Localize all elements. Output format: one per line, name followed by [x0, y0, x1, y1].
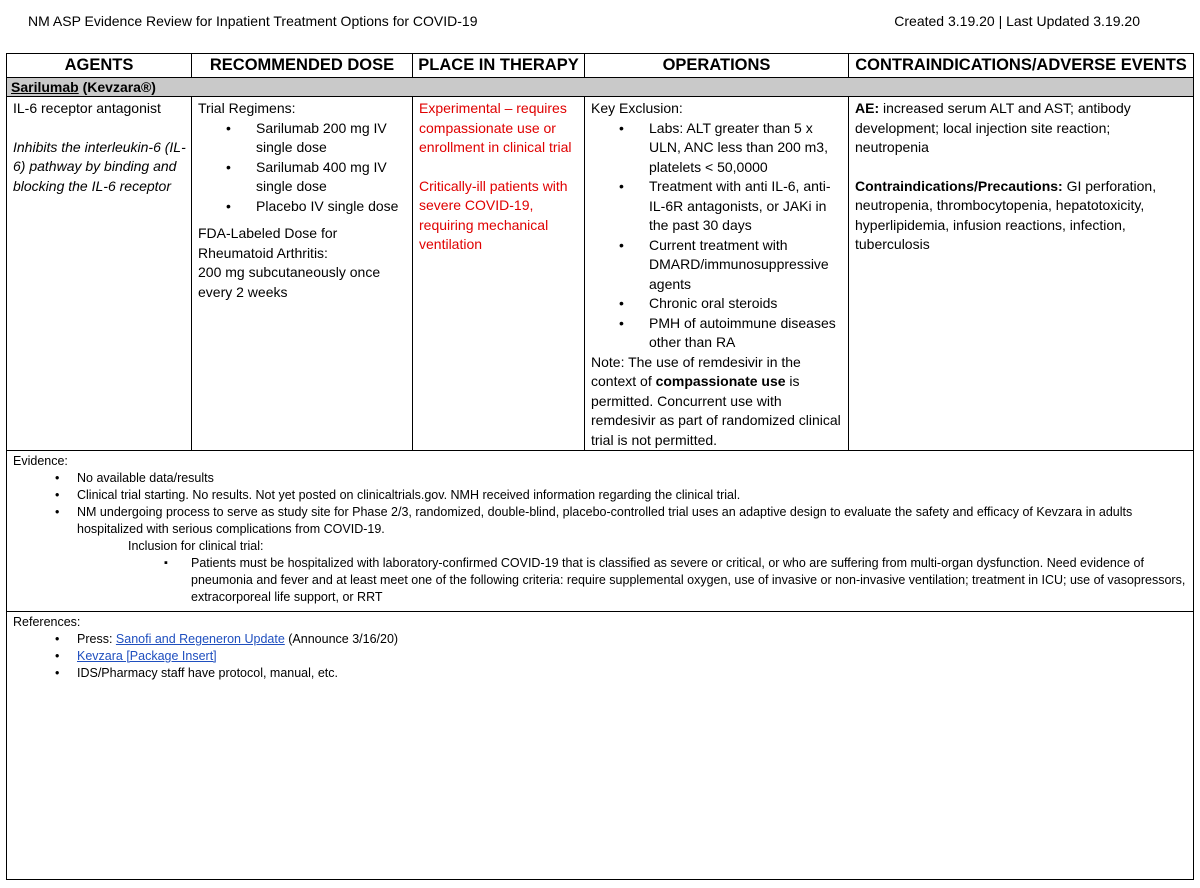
references-row: [7, 612, 1194, 880]
ci-text: GI perforation, neutropenia, thrombocytopenia, hepatotoxicity, hyperlipidemia, infusion reactions, infection, tuberculosis: [855, 177, 1157, 252]
note-emphasis: compassionate use: [655, 373, 786, 389]
inclusion-list: [13, 555, 1188, 606]
document-title: NM ASP Evidence Review for Inpatient Treatment Options for COVID-19: [28, 13, 478, 29]
agents-cell: [7, 97, 192, 451]
drug-brand: (Kevzara®): [78, 79, 156, 95]
list-item: • Chronic oral steroids: [649, 294, 843, 314]
list-item: • IDS/Pharmacy staff have protocol, manual, etc.: [77, 665, 1188, 682]
place-line-1: Experimental – requires compassionate use or enrollment in clinical trial: [419, 100, 572, 155]
evidence-cell: [7, 451, 1194, 612]
column-header-row: [7, 54, 1194, 78]
operations-cell: [585, 97, 849, 451]
press-prefix: Press:: [77, 632, 116, 646]
list-item: • Sarilumab 200 mg IV single dose: [256, 119, 407, 158]
ae-label: AE:: [855, 100, 880, 116]
col-header-agents: AGENTS: [7, 54, 192, 78]
list-item: ▪ Patients must be hospitalized with laboratory-confirmed COVID-19 that is classified as severe or critical, or who are suffering from multi-organ dysfunction. Need evidence of pneumonia and fever and at least meet one of the following criteria: require supplemental oxygen, use of invasive or non-invasive ventilation; treatment in ICU; use of vasopressors, extracorporeal life support, or RRT: [191, 555, 1188, 606]
references-heading: References:: [13, 615, 81, 629]
press-suffix: (Announce 3/16/20): [284, 632, 399, 646]
fda-dose-heading: FDA-Labeled Dose for Rheumatoid Arthritis:: [198, 225, 338, 261]
inclusion-heading: Inclusion for clinical trial:: [128, 539, 264, 553]
list-item: [77, 631, 1188, 648]
list-item: • Placebo IV single dose: [256, 197, 407, 217]
trial-regimens-heading: Trial Regimens:: [198, 100, 296, 116]
place-line-2: Critically-ill patients with severe COVID-19, requiring mechanical ventilation: [419, 177, 568, 252]
exclusion-list: [591, 119, 843, 353]
adverse-events: [855, 99, 1188, 158]
list-item: • NM undergoing process to serve as study site for Phase 2/3, randomized, double-blind, placebo-controlled trial uses an adaptive design to evaluate the safety and efficacy of Kevzara in adults hospitalized with serious complications from COVID-19.: [77, 504, 1188, 538]
evidence-row: [7, 451, 1194, 612]
package-insert-link[interactable]: Kevzara [Package Insert]: [77, 649, 217, 663]
evidence-heading: Evidence:: [13, 454, 68, 468]
note-text-end: is permitted. Concurrent use with remdesivir as part of randomized clinical trial is not permitted.: [591, 373, 841, 448]
place-in-therapy-cell: [413, 97, 585, 451]
contraindications-cell: [849, 97, 1194, 451]
fda-dose: 200 mg subcutaneously once every 2 weeks: [198, 264, 381, 300]
list-item: • PMH of autoimmune diseases other than RA: [649, 314, 843, 353]
agent-mechanism: Inhibits the interleukin-6 (IL-6) pathway by binding and blocking the IL-6 receptor: [13, 138, 186, 194]
remdesivir-note: [591, 353, 843, 451]
evidence-table: [6, 53, 1194, 880]
drug-title: [7, 78, 1194, 97]
list-item: • No available data/results: [77, 470, 1188, 487]
drug-row: [7, 78, 1194, 97]
ae-text: increased serum ALT and AST; antibody development; local injection site reaction; neutropenia: [855, 100, 1131, 155]
col-header-contraindications: CONTRAINDICATIONS/ADVERSE EVENTS: [849, 54, 1194, 78]
list-item: • Current treatment with DMARD/immunosuppressive agents: [649, 236, 843, 295]
list-item: • Clinical trial starting. No results. Not yet posted on clinicaltrials.gov. NMH received information regarding the clinical trial.: [77, 487, 1188, 504]
trial-regimens-list: [198, 119, 407, 217]
sanofi-regeneron-link[interactable]: Sanofi and Regeneron Update: [115, 632, 285, 646]
note-text: Note: The use of remdesivir in the context of: [591, 353, 801, 389]
agent-class: IL-6 receptor antagonist: [13, 100, 161, 116]
list-item: • Treatment with anti IL-6, anti-IL-6R antagonists, or JAKi in the past 30 days: [649, 177, 843, 236]
list-item: • Labs: ALT greater than 5 x ULN, ANC less than 200 m3, platelets < 50,0000: [649, 119, 843, 178]
evidence-list: [13, 470, 1188, 538]
col-header-place: PLACE IN THERAPY: [413, 54, 585, 78]
drug-name: Sarilumab: [11, 79, 79, 95]
page-header: [28, 13, 1140, 35]
drug-detail-row: [7, 97, 1194, 451]
document-dates: Created 3.19.20 | Last Updated 3.19.20: [894, 13, 1140, 29]
list-item: [77, 648, 1188, 665]
ci-label: Contraindications/Precautions:: [855, 177, 1063, 194]
col-header-operations: OPERATIONS: [585, 54, 849, 78]
list-item: • Sarilumab 400 mg IV single dose: [256, 158, 407, 197]
references-list: [13, 631, 1188, 682]
references-cell: [7, 612, 1194, 880]
key-exclusion-heading: Key Exclusion:: [591, 100, 683, 116]
dose-cell: [192, 97, 413, 451]
contraindications: [855, 177, 1188, 255]
col-header-dose: RECOMMENDED DOSE: [192, 54, 413, 78]
